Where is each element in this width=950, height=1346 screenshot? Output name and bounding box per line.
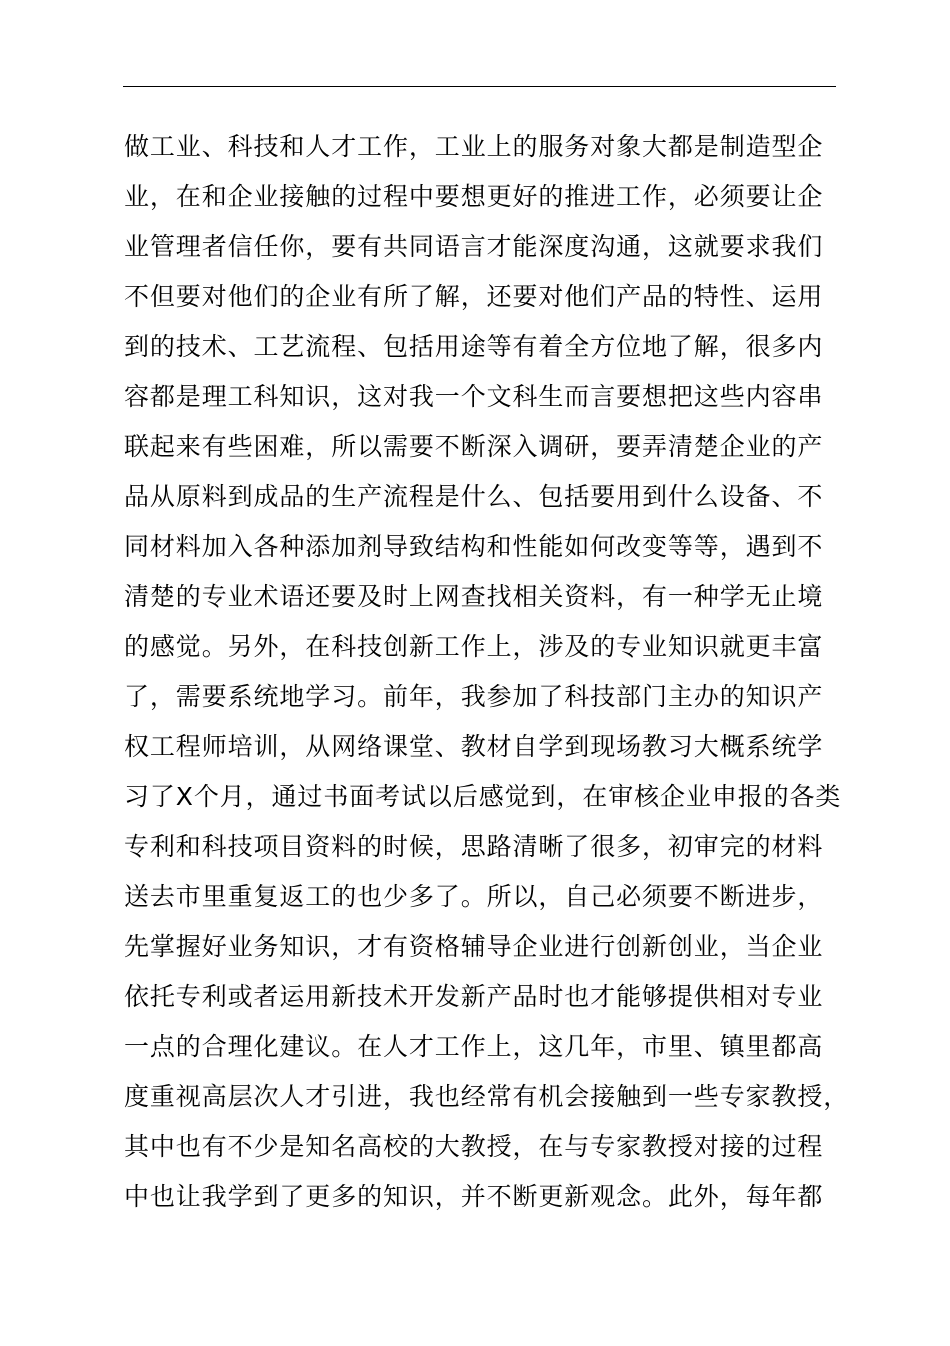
text-line: 到的技术、工艺流程、包括用途等有着全方位地了解，很多内: [124, 332, 824, 361]
text-line: 专利和科技项目资料的时候，思路清晰了很多，初审完的材料: [124, 832, 824, 861]
text-line: 联起来有些困难，所以需要不断深入调研，要弄清楚企业的产: [124, 432, 824, 461]
body-paragraph: [124, 122, 864, 1222]
text-line: 的感觉。另外，在科技创新工作上，涉及的专业知识就更丰富: [124, 632, 824, 661]
text-line: 同材料加入各种添加剂导致结构和性能如何改变等等，遇到不: [124, 532, 824, 561]
text-line: 业，在和企业接触的过程中要想更好的推进工作，必须要让企: [124, 182, 824, 211]
text-line: 做工业、科技和人才工作，工业上的服务对象大都是制造型企: [124, 132, 824, 161]
text-line: 了，需要系统地学习。前年，我参加了科技部门主办的知识产: [124, 682, 824, 711]
text-line: 业管理者信任你，要有共同语言才能深度沟通，这就要求我们: [124, 232, 824, 261]
text-line: 先掌握好业务知识，才有资格辅导企业进行创新创业，当企业: [124, 932, 824, 961]
text-line: 容都是理工科知识，这对我一个文科生而言要想把这些内容串: [124, 382, 824, 411]
text-line: 不但要对他们的企业有所了解，还要对他们产品的特性、运用: [124, 282, 824, 311]
text-line: 一点的合理化建议。在人才工作上，这几年，市里、镇里都高: [124, 1032, 824, 1061]
text-line: 送去市里重复返工的也少多了。所以，自己必须要不断进步，: [124, 882, 824, 911]
text-line: 度重视高层次人才引进，我也经常有机会接触到一些专家教授，: [124, 1082, 850, 1111]
text-line: 其中也有不少是知名高校的大教授，在与专家教授对接的过程: [124, 1132, 824, 1161]
text-line: 中也让我学到了更多的知识，并不断更新观念。此外，每年都: [124, 1182, 824, 1211]
text-line: 品从原料到成品的生产流程是什么、包括要用到什么设备、不: [124, 482, 824, 511]
text-line: 清楚的专业术语还要及时上网查找相关资料，有一种学无止境: [124, 582, 824, 611]
text-line: 习了X个月，通过书面考试以后感觉到，在审核企业申报的各类: [124, 782, 842, 811]
text-line: 依托专利或者运用新技术开发新产品时也才能够提供相对专业: [124, 982, 824, 1011]
text-line: 权工程师培训，从网络课堂、教材自学到现场教习大概系统学: [124, 732, 824, 761]
header-rule: [123, 86, 836, 87]
